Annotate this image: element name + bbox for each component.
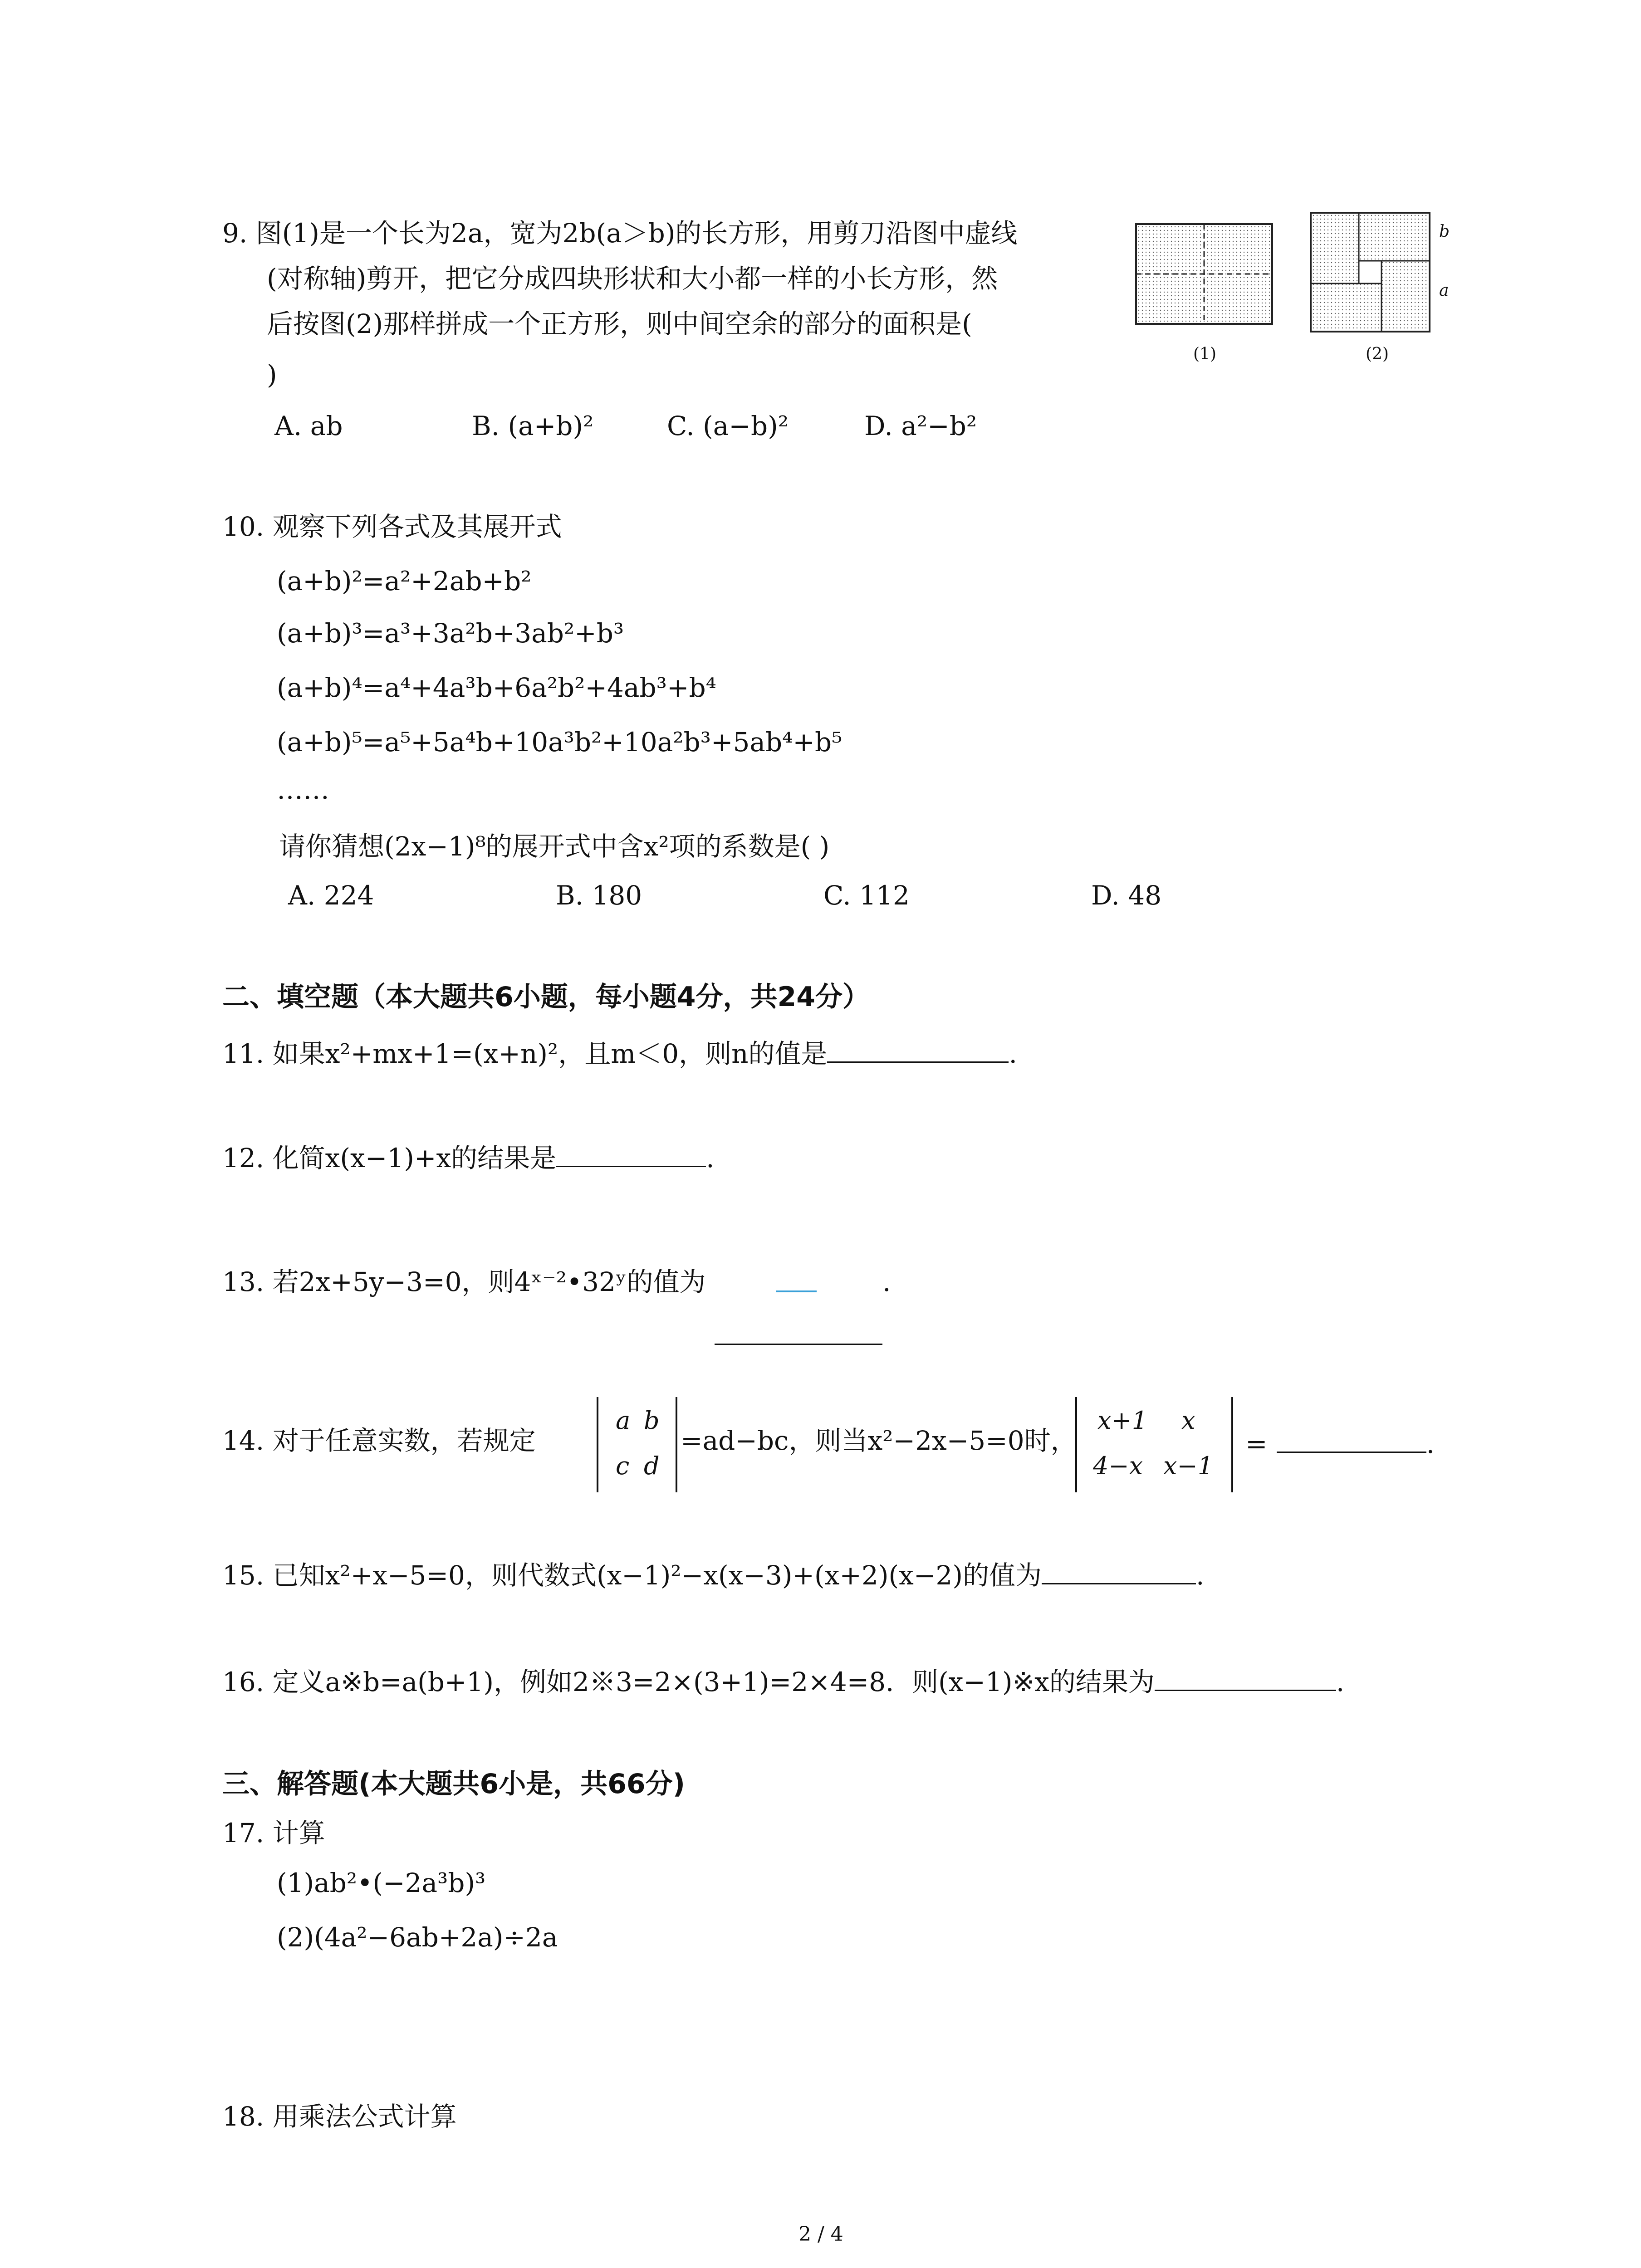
det2-x: x <box>1181 1406 1195 1435</box>
q10-option-c: C. 112 <box>823 880 910 911</box>
q10-option-a: A. 224 <box>288 880 374 911</box>
q10-stem: 10. 观察下列各式及其展开式 <box>222 511 562 542</box>
section-2-title: 二、填空题（本大题共6小题，每小题4分，共24分） <box>222 981 870 1013</box>
figure-2-side-b: b <box>1439 222 1450 241</box>
section-3-title: 三、解答题(本大题共6小是，共66分) <box>222 1768 686 1800</box>
q13 <box>222 1266 705 1298</box>
figure-2-side-a: a <box>1439 281 1449 300</box>
q9-line3: 后按图(2)那样拼成一个正方形，则中间空余的部分的面积是( <box>267 308 972 339</box>
q14-prefix: 14. 对于任意实数，若规定 <box>222 1425 536 1456</box>
q12 <box>222 1139 715 1174</box>
q14-tail <box>1245 1424 1435 1460</box>
q9-option-c: C. (a−b)² <box>667 411 789 441</box>
q14-end: . <box>1426 1428 1435 1459</box>
q11-text: 11. 如果x²+mx+1=(x+n)²，且m＜0，则n的值是 <box>222 1038 828 1069</box>
q10-eq4: (a+b)⁵=a⁵+5a⁴b+10a³b²+10a²b³+5ab⁴+b⁵ <box>277 727 843 758</box>
q10-eq2: (a+b)³=a³+3a²b+3ab²+b³ <box>277 618 624 649</box>
q12-answer-blank[interactable] <box>556 1139 706 1167</box>
q15 <box>222 1556 1204 1592</box>
q12-text: 12. 化简x(x−1)+x的结果是 <box>222 1143 557 1173</box>
det1-a: a <box>616 1406 631 1435</box>
q18-stem: 18. 用乘法公式计算 <box>222 2101 457 2132</box>
figure-2-square <box>1309 211 1436 333</box>
q11-answer-blank[interactable] <box>827 1034 1009 1063</box>
q16-text: 16. 定义a※b=a(b+1)，例如2※3=2×(3+1)=2×4=8．则(x−1)※x的结果为 <box>222 1667 1155 1697</box>
q13-text: 13. 若2x+5y−3=0，则4ˣ⁻²•32ʸ的值为 <box>222 1266 706 1297</box>
q11-end: . <box>1009 1038 1017 1069</box>
q17-part1: (1)ab²•(−2a³b)³ <box>277 1867 486 1898</box>
det1-d: d <box>644 1452 660 1480</box>
det2-x-plus-1: x+1 <box>1097 1406 1148 1435</box>
figure-2-label: (2) <box>1366 345 1389 363</box>
figure-1-rectangle <box>1134 222 1275 327</box>
q15-end: . <box>1195 1560 1205 1591</box>
q14-eq: = <box>1245 1428 1268 1459</box>
q10-eq3: (a+b)⁴=a⁴+4a³b+6a²b²+4ab³+b⁴ <box>277 672 716 703</box>
figure-1-label: (1) <box>1193 345 1216 363</box>
q13-highlight-dash <box>776 1290 817 1292</box>
q15-answer-blank[interactable] <box>1042 1556 1196 1584</box>
det1-b: b <box>644 1406 660 1435</box>
q14-determinant-definition <box>597 1397 677 1492</box>
q9-option-b: B. (a+b)² <box>472 411 594 441</box>
page-number: 2 / 4 <box>798 2223 843 2246</box>
q9-line2: (对称轴)剪开，把它分成四块形状和大小都一样的小长方形，然 <box>267 263 998 294</box>
q10-dots: …… <box>277 774 329 805</box>
q9-option-a: A. ab <box>274 411 343 441</box>
q14-answer-blank[interactable] <box>1277 1424 1426 1453</box>
q16-answer-blank[interactable] <box>1155 1662 1336 1691</box>
det2-x-minus-1: x−1 <box>1163 1452 1214 1480</box>
q11 <box>222 1034 1017 1070</box>
det1-c: c <box>616 1452 630 1480</box>
q15-text: 15. 已知x²+x−5=0，则代数式(x−1)²−x(x−3)+(x+2)(x−2)的值为 <box>222 1560 1042 1591</box>
q14-determinant-expression <box>1075 1397 1233 1492</box>
q10-option-d: D. 48 <box>1091 880 1162 911</box>
det2-4-minus-x: 4−x <box>1093 1452 1143 1480</box>
q10-option-b: B. 180 <box>556 880 642 911</box>
q9-option-d: D. a²−b² <box>864 411 977 441</box>
q13-answer-blank[interactable] <box>715 1344 882 1345</box>
q10-question: 请你猜想(2x−1)⁸的展开式中含x²项的系数是( ) <box>279 831 830 862</box>
q13-end: . <box>882 1266 891 1297</box>
q17-stem: 17. 计算 <box>222 1818 325 1848</box>
q17-part2: (2)(4a²−6ab+2a)÷2a <box>277 1922 558 1953</box>
q9-line1: 9. 图(1)是一个长为2a，宽为2b(a＞b)的长方形，用剪刀沿图中虚线 <box>222 218 1018 249</box>
q12-end: . <box>706 1143 715 1173</box>
q14-middle: =ad−bc，则当x²−2x−5=0时， <box>681 1425 1077 1456</box>
q16-end: . <box>1336 1667 1345 1697</box>
q9-line4: ) <box>267 359 277 390</box>
q16 <box>222 1662 1344 1698</box>
q10-eq1: (a+b)²=a²+2ab+b² <box>277 566 532 596</box>
